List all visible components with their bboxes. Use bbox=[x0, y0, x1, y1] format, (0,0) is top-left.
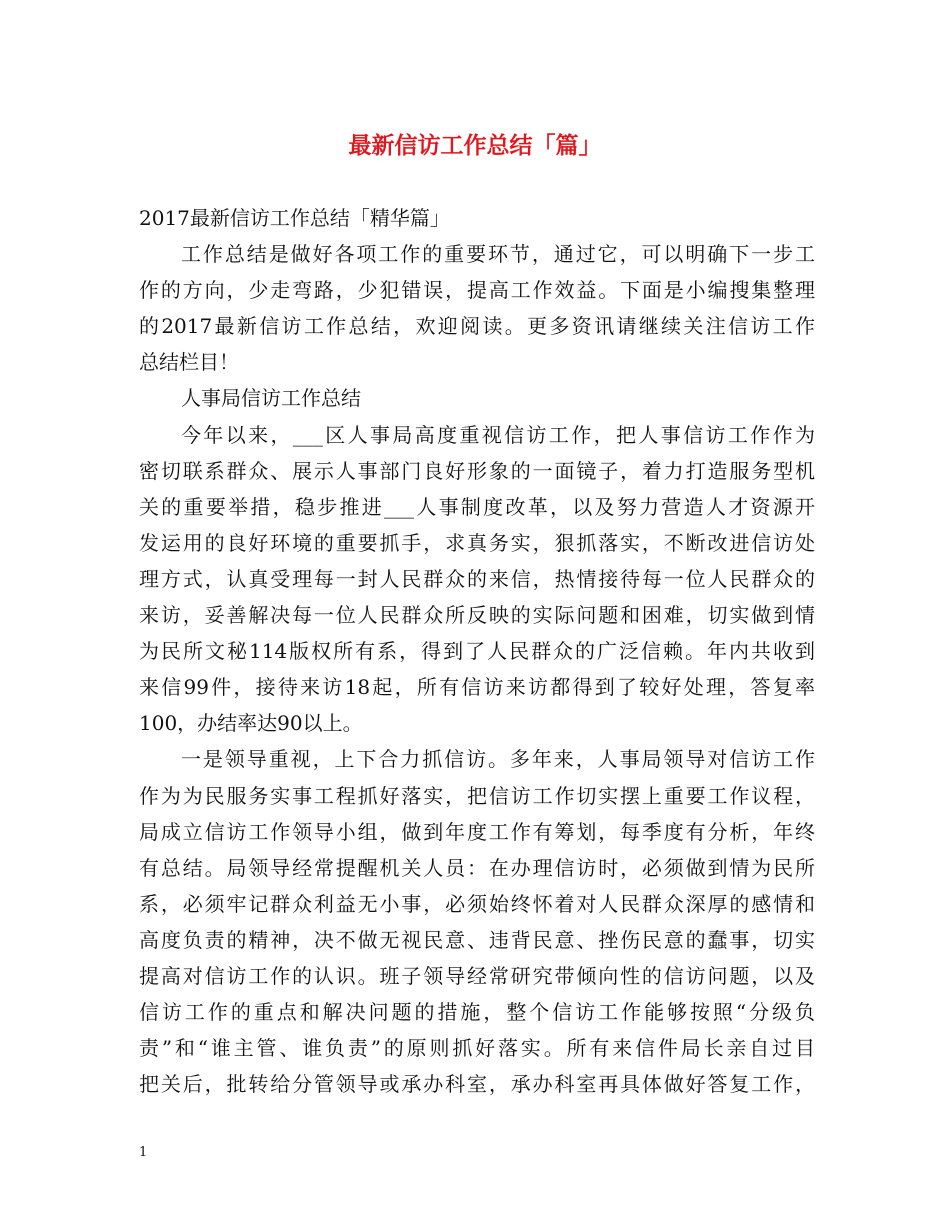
text-line: 一是领导重视，上下合力抓信访。多年来，人事局领导对信访工作 bbox=[181, 747, 815, 772]
text-line: 2017最新信访工作总结「精华篇」 bbox=[139, 206, 450, 230]
text-line: 的2017最新信访工作总结，欢迎阅读。更多资讯请继续关注信访工作 bbox=[139, 314, 815, 339]
text-line: 发运用的良好环境的重要抓手，求真务实，狠抓落实，不断改进信访处 bbox=[139, 530, 815, 555]
text-line: 局成立信访工作领导小组，做到年度工作有筹划，每季度有分析，年终 bbox=[139, 819, 815, 844]
text-line: 理方式，认真受理每一封人民群众的来信，热情接待每一位人民群众的 bbox=[139, 566, 815, 591]
text-line: 人事局信访工作总结 bbox=[181, 386, 361, 411]
text-line: 100，办结率达90以上。 bbox=[139, 711, 363, 736]
text-line: 工作总结是做好各项工作的重要环节，通过它，可以明确下一步工 bbox=[181, 242, 815, 267]
text-line: 来访，妥善解决每一位人民群众所反映的实际问题和困难，切实做到情 bbox=[139, 603, 815, 628]
text-line: 信访工作的重点和解决问题的措施，整个信访工作能够按照“分级负 bbox=[139, 1000, 815, 1025]
document-title: 最新信访工作总结「篇」 bbox=[348, 132, 602, 159]
text-line: 作的方向，少走弯路，少犯错误，提高工作效益。下面是小编搜集整理 bbox=[139, 278, 815, 303]
text-line: 有总结。局领导经常提醒机关人员：在办理信访时，必须做到情为民所 bbox=[139, 855, 815, 880]
text-line: 总结栏目！ bbox=[139, 350, 239, 375]
page-number: 1 bbox=[139, 1145, 148, 1160]
text-line: 来信99件，接待来访18起，所有信访来访都得到了较好处理，答复率 bbox=[139, 675, 815, 700]
text-line: 把关后，批转给分管领导或承办科室，承办科室再具体做好答复工作， bbox=[139, 1072, 815, 1097]
text-line: 作为为民服务实事工程抓好落实，把信访工作切实摆上重要工作议程， bbox=[139, 783, 815, 808]
text-line: 关的重要举措，稳步推进___人事制度改革，以及努力营造人才资源开 bbox=[139, 494, 815, 519]
text-line: 责”和“谁主管、谁负责”的原则抓好落实。所有来信件局长亲自过目 bbox=[139, 1036, 815, 1061]
text-line: 密切联系群众、展示人事部门良好形象的一面镜子，着力打造服务型机 bbox=[139, 458, 815, 483]
text-line: 系，必须牢记群众利益无小事，必须始终怀着对人民群众深厚的感情和 bbox=[139, 891, 815, 916]
text-line: 提高对信访工作的认识。班子领导经常研究带倾向性的信访问题，以及 bbox=[139, 963, 815, 988]
text-line: 为民所文秘114版权所有系，得到了人民群众的广泛信赖。年内共收到 bbox=[139, 639, 815, 664]
text-line: 高度负责的精神，决不做无视民意、违背民意、挫伤民意的蠢事，切实 bbox=[139, 927, 815, 952]
document-body bbox=[139, 200, 815, 1102]
text-line: 今年以来，___区人事局高度重视信访工作，把人事信访工作作为 bbox=[181, 422, 815, 447]
